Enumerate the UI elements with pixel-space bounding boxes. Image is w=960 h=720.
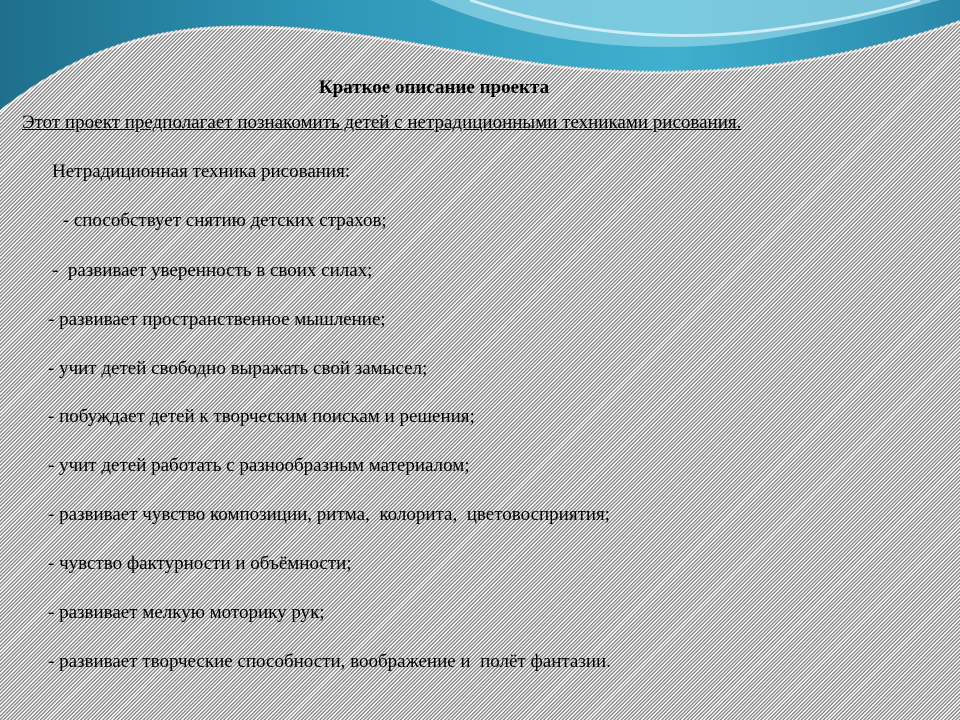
slide-title: Краткое описание проекта: [318, 77, 550, 98]
list-item: - развивает чувство композиции, ритма, колорита, цветовосприятия;: [48, 504, 611, 525]
list-item: - учит детей работать с разнообразным материалом;: [48, 455, 470, 476]
list-item: - чувство фактурности и объёмности;: [48, 553, 352, 574]
list-item: - развивает мелкую моторику рук;: [48, 602, 325, 623]
list-item: - развивает творческие способности, воображение и полёт фантазии.: [48, 651, 611, 672]
list-item: - развивает уверенность в своих силах;: [52, 260, 373, 281]
list-item: - учит детей свободно выражать свой замысел;: [48, 358, 428, 379]
intro-sentence: Этот проект предполагает познакомить детей с нетрадиционными техниками рисования.: [22, 112, 742, 133]
benefits-lead: Нетрадиционная техника рисования:: [52, 161, 351, 182]
list-item: - побуждает детей к творческим поискам и решения;: [48, 406, 475, 427]
list-item: - способствует снятию детских страхов;: [58, 210, 387, 231]
list-item: - развивает пространственное мышление;: [48, 309, 386, 330]
